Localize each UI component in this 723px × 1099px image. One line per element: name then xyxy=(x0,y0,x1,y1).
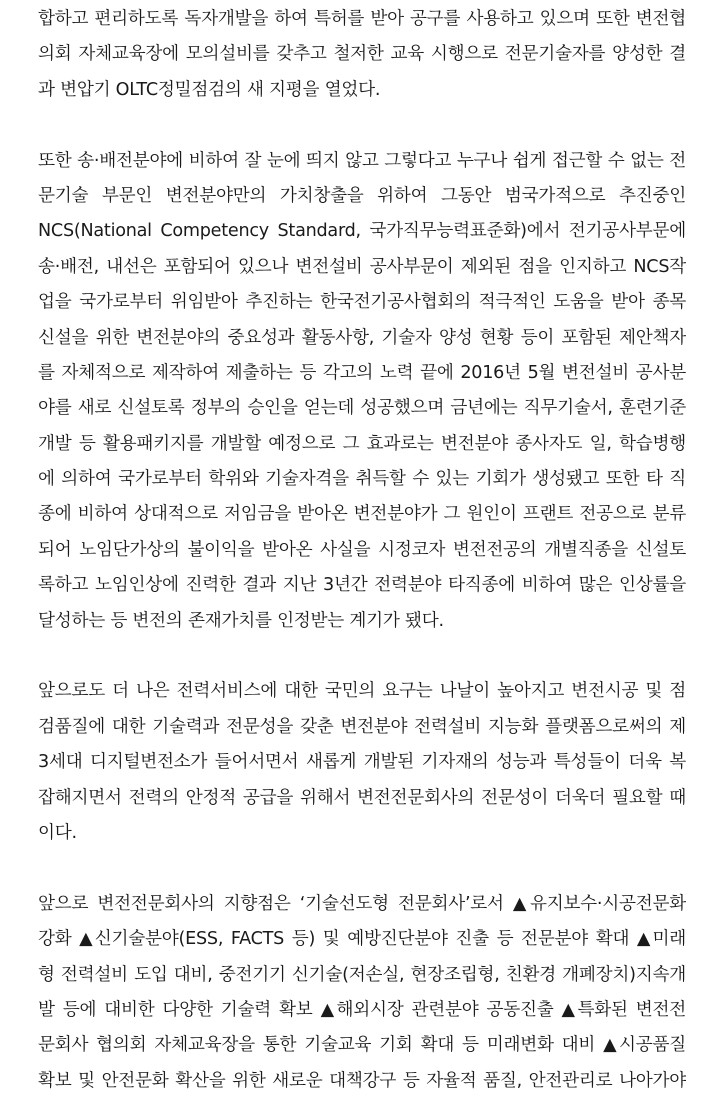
text-line: 발 등에 대비한 다양한 기술력 확보 ▲해외시장 관련분야 공동진출 ▲특화된 변전전 xyxy=(38,999,686,1020)
text-line: 이다. xyxy=(38,822,77,843)
text-line: 문기술 부문인 변전분야만의 가치창출을 위하여 그동안 범국가적으로 추진중인 xyxy=(38,185,686,206)
text-line: 강화 ▲신기술분야(ESS, FACTS 등) 및 예방진단분야 진출 등 전문분야 확대 ▲미래 xyxy=(38,929,686,950)
text-line: 야를 새로 신설토록 정부의 승인을 얻는데 성공했으며 금년에는 직무기술서, 훈련기준 xyxy=(38,398,686,419)
paragraph xyxy=(38,887,686,1099)
text-line: 송·배전, 내선은 포함되어 있으나 변전설비 공사부문이 제외된 점을 인지하고 NCS작 xyxy=(38,256,686,277)
article-body xyxy=(38,0,686,1099)
text-line: 에 의하여 국가로부터 학위와 기술자격을 취득할 수 있는 기회가 생성됐고 또한 타 직 xyxy=(38,469,686,490)
text-line: 되어 노임단가상의 불이익을 받아온 사실을 시정코자 변전전공의 개별직종을 신설토 xyxy=(38,539,686,560)
paragraph-gap xyxy=(38,851,686,886)
text-line: 업을 국가로부터 위임받아 추진하는 한국전기공사협회의 적극적인 도움을 받아 종목 xyxy=(38,292,686,313)
paragraph xyxy=(38,144,686,639)
text-line: 검품질에 대한 기술력과 전문성을 갖춘 변전분야 전력설비 지능화 플랫폼으로써의 제 xyxy=(38,716,686,737)
paragraph xyxy=(38,2,686,108)
text-line: 앞으로도 더 나은 전력서비스에 대한 국민의 요구는 나날이 높아지고 변전시공 및 점 xyxy=(38,681,686,702)
text-line: 록하고 노임인상에 진력한 결과 지난 3년간 전력분야 타직종에 비하여 많은 인상률을 xyxy=(38,575,686,596)
text-line: 를 자체적으로 제작하여 제출하는 등 각고의 노력 끝에 2016년 5월 변전설비 공사분 xyxy=(38,362,686,383)
text-line: 과 변압기 OLTC정밀점검의 새 지평을 열었다. xyxy=(38,79,381,100)
text-line: 또한 송·배전분야에 비하여 잘 눈에 띄지 않고 그렇다고 누구나 쉽게 접근할 수 없는 전 xyxy=(38,150,686,171)
text-line: 개발 등 활용패키지를 개발할 예정으로 그 효과로는 변전분야 종사자도 일, 학습병행 xyxy=(38,433,686,454)
text-line: 종에 비하여 상대적으로 저임금을 받아온 변전분야가 그 원인이 프랜트 전공으로 분류 xyxy=(38,504,686,525)
text-line: 신설을 위한 변전분야의 중요성과 활동사항, 기술자 양성 현황 등이 포함된 제안책자 xyxy=(38,327,686,348)
text-line: 확보 및 안전문화 확산을 위한 새로운 대책강구 등 자율적 품질, 안전관리로 나아가야 xyxy=(38,1070,686,1091)
text-line: 잡해지면서 전력의 안정적 공급을 위해서 변전전문회사의 전문성이 더욱더 필요할 때 xyxy=(38,787,686,808)
text-line: 형 전력설비 도입 대비, 중전기기 신기술(저손실, 현장조립형, 친환경 개폐장치)지속개 xyxy=(38,964,686,985)
text-line: 앞으로 변전전문회사의 지향점은 ‘기술선도형 전문회사’로서 ▲유지보수·시공전문화 xyxy=(38,893,686,914)
text-line: 의회 자체교육장에 모의설비를 갖추고 철저한 교육 시행으로 전문기술자를 양성한 결 xyxy=(38,44,686,65)
paragraph xyxy=(38,674,686,851)
paragraph-gap xyxy=(38,108,686,143)
text-line: 3세대 디지털변전소가 들어서면서 새롭게 개발된 기자재의 성능과 특성들이 더욱 복 xyxy=(38,752,686,773)
text-line: 달성하는 등 변전의 존재가치를 인정받는 계기가 됐다. xyxy=(38,610,444,631)
text-line: 문회사 협의회 자체교육장을 통한 기술교육 기회 확대 등 미래변화 대비 ▲시공품질 xyxy=(38,1035,686,1056)
text-line: 합하고 편리하도록 독자개발을 하여 특허를 받아 공구를 사용하고 있으며 또한 변전협 xyxy=(38,9,686,29)
text-line: NCS(National Competency Standard, 국가직무능력표준화)에서 전기공사부문에 xyxy=(38,221,686,242)
paragraph-gap xyxy=(38,639,686,674)
